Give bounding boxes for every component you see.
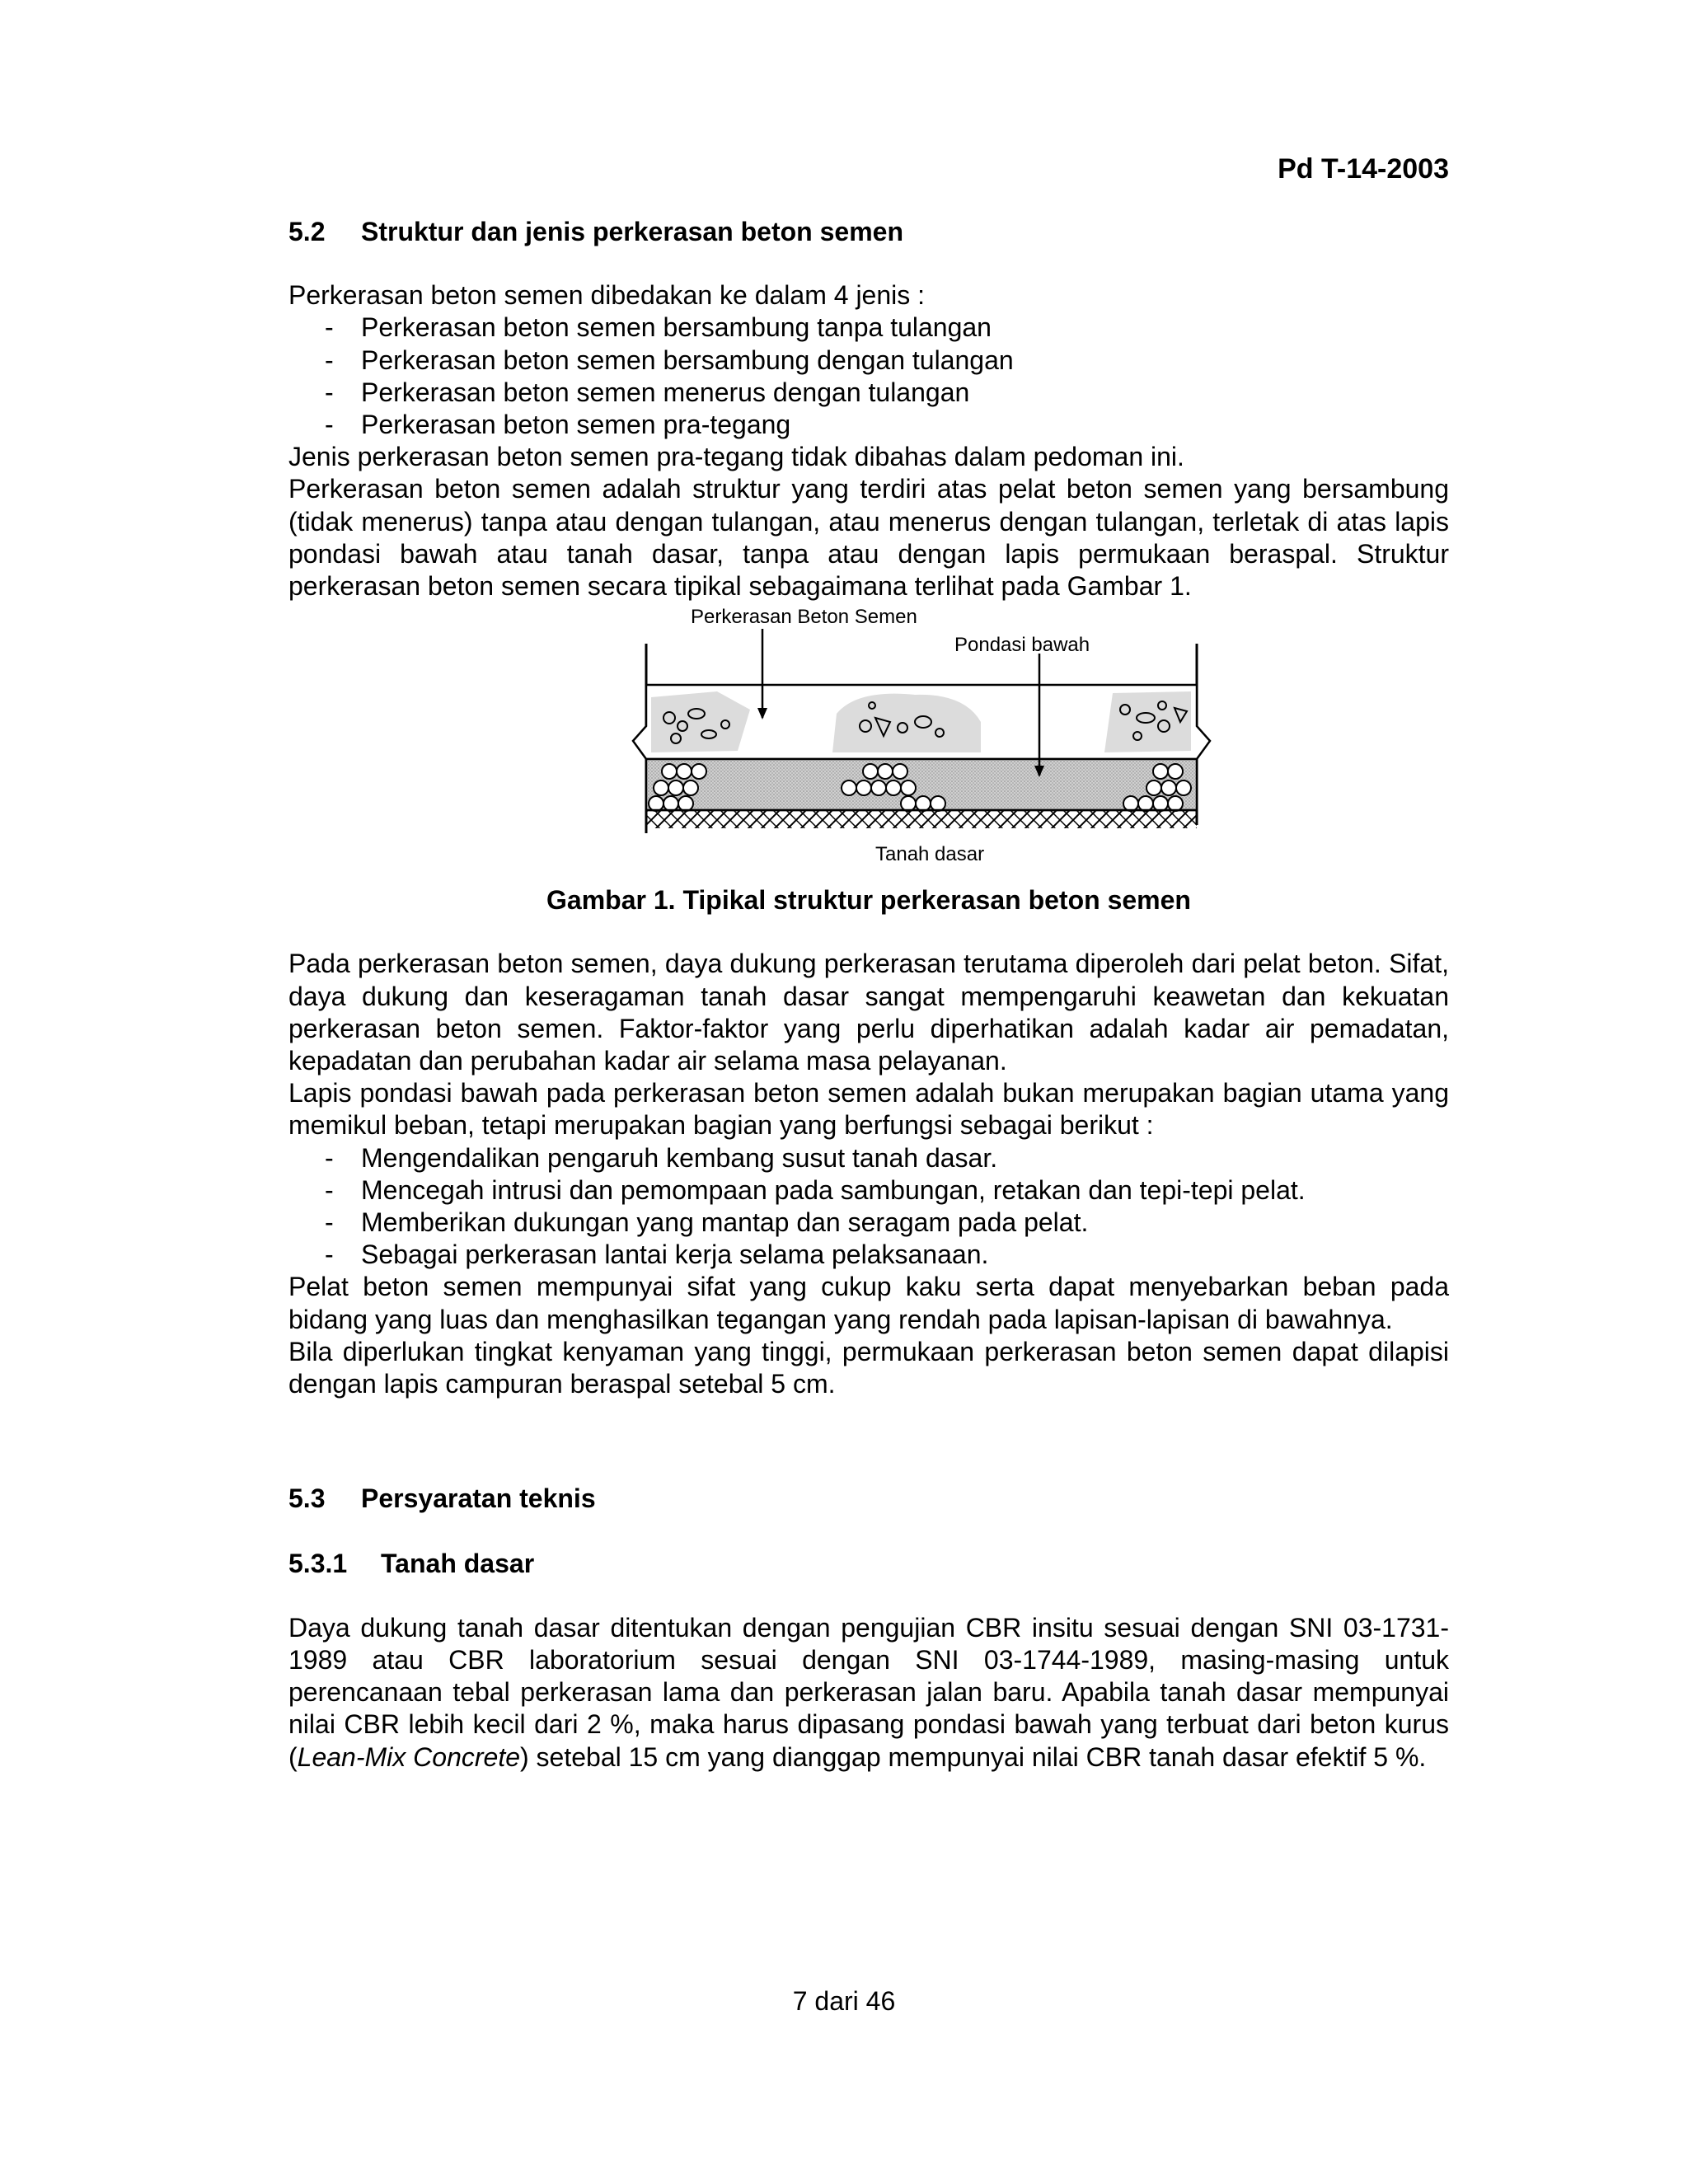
list-item: - Perkerasan beton semen pra-tegang bbox=[288, 409, 1449, 441]
types-intro: Perkerasan beton semen dibedakan ke dalam 4 jenis : bbox=[288, 280, 926, 311]
subbase-functions-list bbox=[288, 1142, 1449, 1272]
subgrade-layer bbox=[646, 810, 1197, 828]
bearing-capacity-paragraph: Pada perkerasan beton semen, daya dukung perkerasan terutama diperoleh dari pelat beton. Sifat, daya dukung dan keseragaman tanah dasar sangat mempengaruhi keawetan dan kekuatan perkerasan beton semen. Faktor-faktor yang perlu diperhatikan adalah kadar air pemadatan, kepadatan dan perubahan kadar air selama masa pelayanan. bbox=[288, 949, 1449, 1076]
section-5-3-heading bbox=[288, 1483, 1449, 1515]
figure-caption: Gambar 1. Tipikal struktur perkerasan beton semen bbox=[546, 885, 1191, 916]
cbr-text-start: Daya dukung tanah dasar ditentukan dengan pengujian CBR insitu sesuai dengan SNI 03-1731-1989 atau CBR laboratorium sesuai dengan SNI 03-1744-1989, masing-masing untuk perencanaan tebal perkerasan lama dan perkerasan jalan baru. Apabila tanah dasar mempunyai nilai CBR lebih kecil dari 2 %, maka harus dipasang pondasi bawah yang terbuat dari beton kurus ( bbox=[288, 1612, 1449, 1772]
list-item: - Memberikan dukungan yang mantap dan seragam pada pelat. bbox=[288, 1207, 1449, 1239]
section-5-2-heading bbox=[288, 216, 1449, 248]
label-pavement: Perkerasan Beton Semen bbox=[691, 606, 917, 629]
subbase-paragraph: Lapis pondasi bawah pada perkerasan beton semen adalah bukan merupakan bagian utama yang memikul beban, tetapi merupakan bagian yang berfungsi sebagai berikut : bbox=[288, 1078, 1449, 1141]
figure-pavement-structure bbox=[288, 602, 1449, 891]
page-content bbox=[288, 216, 1449, 1774]
list-item: - Sebagai perkerasan lantai kerja selama pelaksanaan. bbox=[288, 1239, 1449, 1271]
section-title: Tanah dasar bbox=[381, 1549, 535, 1579]
slab-texture-center bbox=[832, 694, 981, 752]
subgrade-cbr-paragraph bbox=[288, 1612, 1449, 1774]
list-item: - Mengendalikan pengaruh kembang susut tanah dasar. bbox=[288, 1142, 1449, 1174]
section-number: 5.3 bbox=[288, 1483, 326, 1514]
list-item: - Perkerasan beton semen bersambung dengan tulangan bbox=[288, 344, 1449, 377]
cbr-text-end: ) setebal 15 cm yang dianggap mempunyai nilai CBR tanah dasar efektif 5 %. bbox=[520, 1741, 1427, 1772]
slab-stiffness-paragraph: Pelat beton semen mempunyai sifat yang cukup kaku serta dapat menyebarkan beban pada bidang yang luas dan menghasilkan tegangan yang rendah pada lapisan-lapisan di bawahnya. bbox=[288, 1272, 1449, 1334]
label-subgrade: Tanah dasar bbox=[875, 843, 985, 866]
pavement-cross-section-diagram bbox=[288, 602, 1449, 891]
pre-stressed-note: Jenis perkerasan beton semen pra-tegang tidak dibahas dalam pedoman ini. bbox=[288, 442, 1184, 472]
structure-description: Perkerasan beton semen adalah struktur yang terdiri atas pelat beton semen yang bersambung (tidak menerus) tanpa atau dengan tulangan, atau menerus dengan tulangan, terletak di atas lapis pondasi bawah atau tanah dasar, tanpa atau dengan lapis permukaan beraspal. Struktur perkerasan beton semen secara tipikal sebagaimana terlihat pada Gambar 1. bbox=[288, 474, 1449, 602]
section-number: 5.2 bbox=[288, 217, 326, 246]
section-number: 5.3.1 bbox=[288, 1549, 348, 1579]
page-number: 7 dari 46 bbox=[792, 1986, 896, 2016]
list-item: - Mencegah intrusi dan pemompaan pada sambungan, retakan dan tepi-tepi pelat. bbox=[288, 1174, 1449, 1207]
section-title: Persyaratan teknis bbox=[361, 1483, 596, 1514]
label-subbase: Pondasi bawah bbox=[954, 634, 1090, 657]
pavement-types-list bbox=[288, 312, 1449, 441]
lean-mix-term: Lean-Mix Concrete bbox=[297, 1741, 520, 1772]
page-id: Pd T-14-2003 bbox=[1278, 153, 1449, 185]
list-item: - Perkerasan beton semen menerus dengan tulangan bbox=[288, 377, 1449, 409]
list-item: - Perkerasan beton semen bersambung tanpa tulangan bbox=[288, 312, 1449, 344]
section-title: Struktur dan jenis perkerasan beton semen bbox=[361, 217, 903, 246]
asphalt-overlay-paragraph: Bila diperlukan tingkat kenyaman yang tinggi, permukaan perkerasan beton semen dapat dilapisi dengan lapis campuran beraspal setebal 5 cm. bbox=[288, 1336, 1449, 1399]
section-5-3-1-heading bbox=[288, 1548, 1449, 1580]
